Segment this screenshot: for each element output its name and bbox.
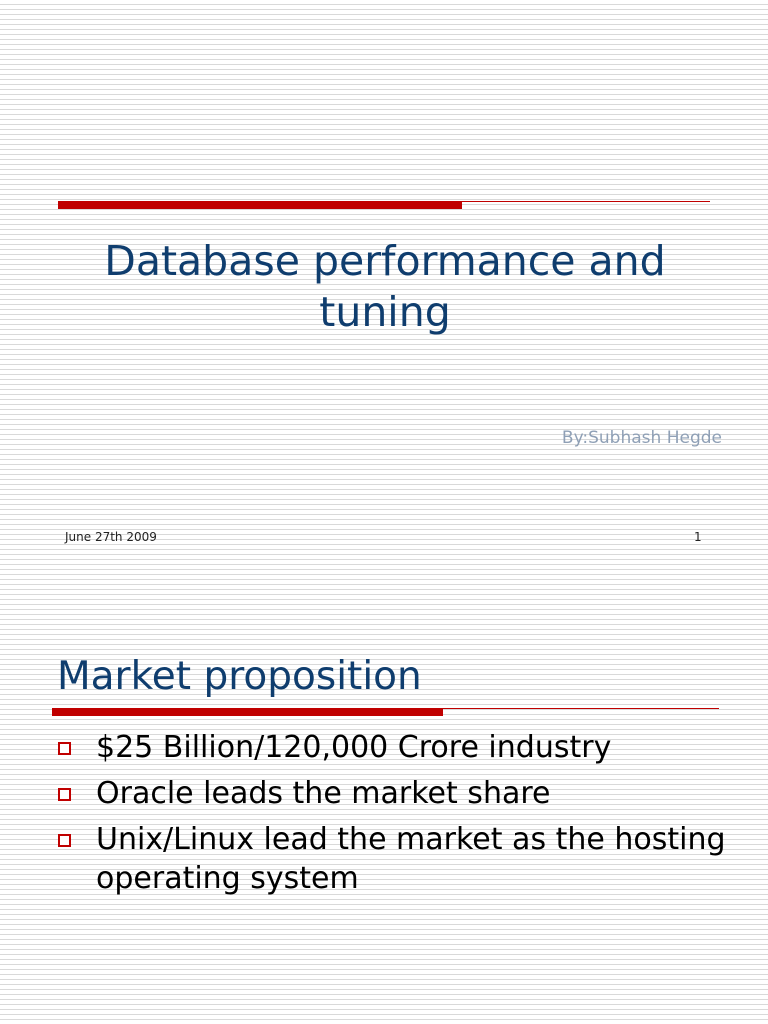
bullet-list xyxy=(58,728,738,905)
list-item xyxy=(58,774,738,813)
content-slide xyxy=(0,600,768,1024)
slide-heading: Market proposition xyxy=(57,654,422,699)
bullet-text: Oracle leads the market share xyxy=(96,776,551,811)
title-rule-thick xyxy=(58,201,462,209)
list-item xyxy=(58,820,738,898)
heading-rule-thick xyxy=(52,708,443,716)
author-byline: By:Subhash Hegde xyxy=(561,428,722,448)
footer-date: June 27th 2009 xyxy=(65,530,157,544)
title-rule-thin xyxy=(462,201,710,202)
list-item xyxy=(58,728,738,767)
hollow-square-bullet-icon xyxy=(58,742,71,755)
bullet-text: Unix/Linux lead the market as the hosting operating system xyxy=(96,822,726,896)
bullet-text: $25 Billion/120,000 Crore industry xyxy=(96,730,612,765)
heading-rule-thin xyxy=(443,708,719,709)
hollow-square-bullet-icon xyxy=(58,788,71,801)
slide-number: 1 xyxy=(694,530,702,544)
hollow-square-bullet-icon xyxy=(58,834,71,847)
slide-title: Database performance and tuning xyxy=(104,237,666,336)
